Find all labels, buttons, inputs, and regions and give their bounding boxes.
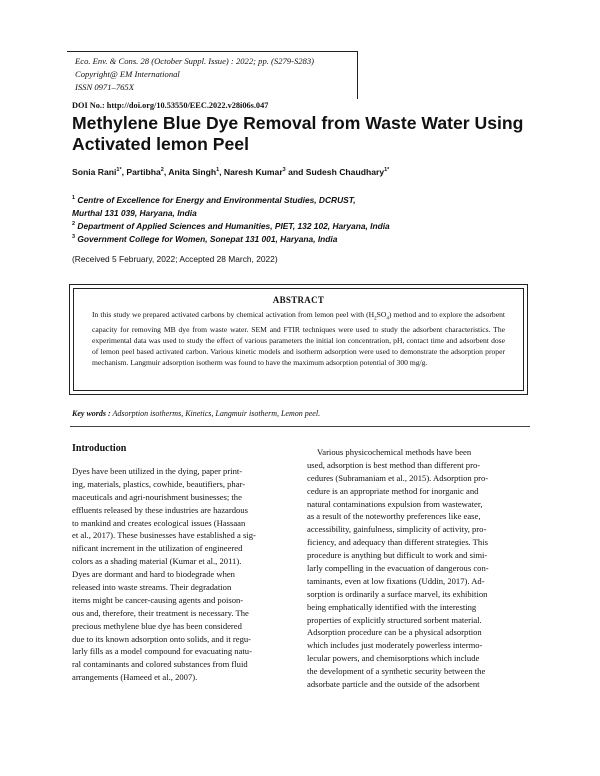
text-line: ing, materials, plastics, cowhide, beautifiers, phar-: [72, 478, 246, 489]
affiliation-3: [72, 234, 337, 244]
text-line: Dyes have been utilized in the dying, paper print-: [72, 466, 243, 476]
text-line: Dyes are dormant and hard to biodegrade when: [72, 569, 235, 580]
text-line: sorption is ordinarily a surface marvel, its exhibition: [307, 588, 488, 599]
text-line: nificant increment in the utilization of engineered: [72, 543, 243, 554]
affiliation-marker: 3: [72, 234, 76, 241]
affiliation-text: Centre of Excellence for Energy and Environmental Studies, DCRUST,: [77, 195, 356, 205]
journal-copyright: Copyright@ EM International: [75, 69, 180, 79]
text-line: cedures (Subramaniam et al., 2015). Adsorption pro-: [307, 472, 489, 483]
text-line: larly fills as a model compound for evacuating natu-: [72, 646, 252, 657]
author-name: Naresh Kumar: [223, 167, 283, 177]
body-column-left: [72, 465, 294, 684]
text-line: maceuticals and agri-nourishment businesses; the: [72, 491, 242, 502]
text-line: the development of a synthetic security between the: [307, 666, 486, 677]
author-list: Sonia Rani$^{1*}$, Partibha$^2$, Anita Singh$^1$, Naresh Kumar$^3$ and Sudesh Chaudhary$^{1*}$: [72, 167, 390, 177]
author-superscript: 2: [160, 167, 164, 174]
keywords-line: [72, 409, 320, 418]
text-line: due to its known adsorption onto solids, and it regu-: [72, 633, 252, 644]
text-line: properties of explicitly structured sorbent material.: [307, 614, 482, 625]
journal-issn: ISSN 0971–765X: [75, 82, 134, 92]
text-line: cedure is an appropriate method for inorganic and: [307, 485, 479, 496]
affiliation-text: Government College for Women, Sonepat 131 001, Haryana, India: [77, 234, 338, 244]
author-name: Partibha: [126, 167, 161, 177]
text-line: procedure is anything but difficult to work and simi-: [307, 550, 488, 561]
author-name: Sonia Rani: [72, 167, 117, 177]
text-line: Various physicochemical methods have been: [317, 447, 472, 457]
text-line: to mankind and creates ecological issues (Hassaan: [72, 517, 246, 528]
affiliation-1-continued: [72, 208, 197, 218]
author-superscript: 1*: [116, 167, 122, 174]
abstract-part: ) method and to explore the adsorbent capacity for removing MB dye from waste water. SEM and FTIR techniques were used to study the adsorbent characteristics. The experimental data was used to study the effect of various parameters the initial ion concentration, pH, contact time and adsorbent dose of lemon peel based activated carbon. Various kinetic models and isotherm adsorption were used to demonstrate the adsorption proper mechanism. Langmuir adsorption isotherm was found to have the maximum adsorption potential of 300 mg/g.: [92, 310, 506, 368]
text-line: as a result of the noteworthy preferences like ease,: [307, 511, 481, 522]
text-line: released into waste streams. Their degradation: [72, 582, 232, 593]
keywords-text: Adsorption isotherms, Kinetics, Langmuir isotherm, Lemon peel.: [110, 409, 321, 418]
author-superscript: 1: [216, 167, 220, 174]
text-line: ous and, therefore, their treatment is necessary. The: [72, 607, 249, 618]
text-line: larly compelling in the evacuation of dangerous con-: [307, 563, 489, 574]
author-name: Anita Singh: [168, 167, 217, 177]
introduction-heading: Introduction: [72, 443, 127, 454]
affiliation-1: [72, 195, 356, 205]
text-line: natural contaminations expulsion from wastewater,: [307, 498, 483, 509]
received-accepted-dates: (Received 5 February, 2022; Accepted 28 March, 2022): [72, 254, 278, 264]
text-line: ral contaminants and colored substances from fluid: [72, 659, 248, 670]
abstract-text: [92, 310, 505, 369]
section-divider: [70, 426, 530, 427]
abstract-part: In this study we prepared activated carbons by chemical activation from lemon peel with (H: [92, 310, 375, 319]
affiliation-2: [72, 221, 390, 231]
author-superscript: 1*: [384, 167, 390, 174]
text-line: ficiency, and adequacy than different strategies. This: [307, 537, 488, 548]
abstract-part: SO: [376, 310, 387, 319]
text-line: precious methylene blue dye has been considered: [72, 620, 242, 631]
text-line: which includes just moderately powerless intermo-: [307, 640, 483, 651]
abstract-subscript: 4: [386, 316, 389, 322]
text-line: adsorbate particle and the outside of the adsorbent: [307, 679, 480, 690]
author-superscript: 3: [282, 167, 286, 174]
doi-line[interactable]: DOI No.: http://doi.org/10.53550/EEC.2022.v28i06s.047: [72, 101, 269, 110]
text-line: lecular powers, and chemisorptions which include: [307, 653, 480, 664]
text-line: used, adsorption is best method than different pro-: [307, 459, 481, 470]
text-line: colors as a shading material (Kumar et al., 2011).: [72, 556, 242, 567]
keywords-label: Key words :: [72, 409, 111, 418]
affiliation-text: Murthal 131 039, Haryana, India: [72, 208, 197, 218]
text-line: arrangements (Hameed et al., 2007).: [72, 672, 198, 683]
text-line: Adsorption procedure can be a physical adsorption: [307, 627, 482, 638]
abstract-subscript: 2: [374, 316, 377, 322]
text-line: accessibility, gainfulness, simplicity of activity, pro-: [307, 524, 487, 535]
text-line: et al., 2017). These businesses have established a sig-: [72, 530, 256, 541]
text-line: being emphatically identified with the interesting: [307, 601, 477, 612]
text-line: effluents released by these industries are hazardous: [72, 504, 248, 515]
body-column-right: [307, 446, 529, 691]
affiliation-marker: 2: [72, 221, 76, 228]
abstract-box: [69, 284, 528, 395]
journal-citation-box: [67, 51, 358, 99]
abstract-heading: ABSTRACT: [272, 295, 325, 305]
affiliation-marker: 1: [72, 195, 76, 202]
author-name: Sudesh Chaudhary: [305, 167, 385, 177]
text-line: items might be cancer-causing agents and poison-: [72, 594, 244, 605]
text-line: taminants, even at low fixations (Uddin, 2017). Ad-: [307, 575, 485, 586]
affiliation-text: Department of Applied Sciences and Humanities, PIET, 132 102, Haryana, India: [77, 221, 390, 231]
journal-citation: Eco. Env. & Cons. 28 (October Suppl. Issue) : 2022; pp. (S279-S283): [75, 56, 314, 66]
paper-title: Methylene Blue Dye Removal from Waste Water Using Activated lemon Peel: [72, 113, 524, 154]
